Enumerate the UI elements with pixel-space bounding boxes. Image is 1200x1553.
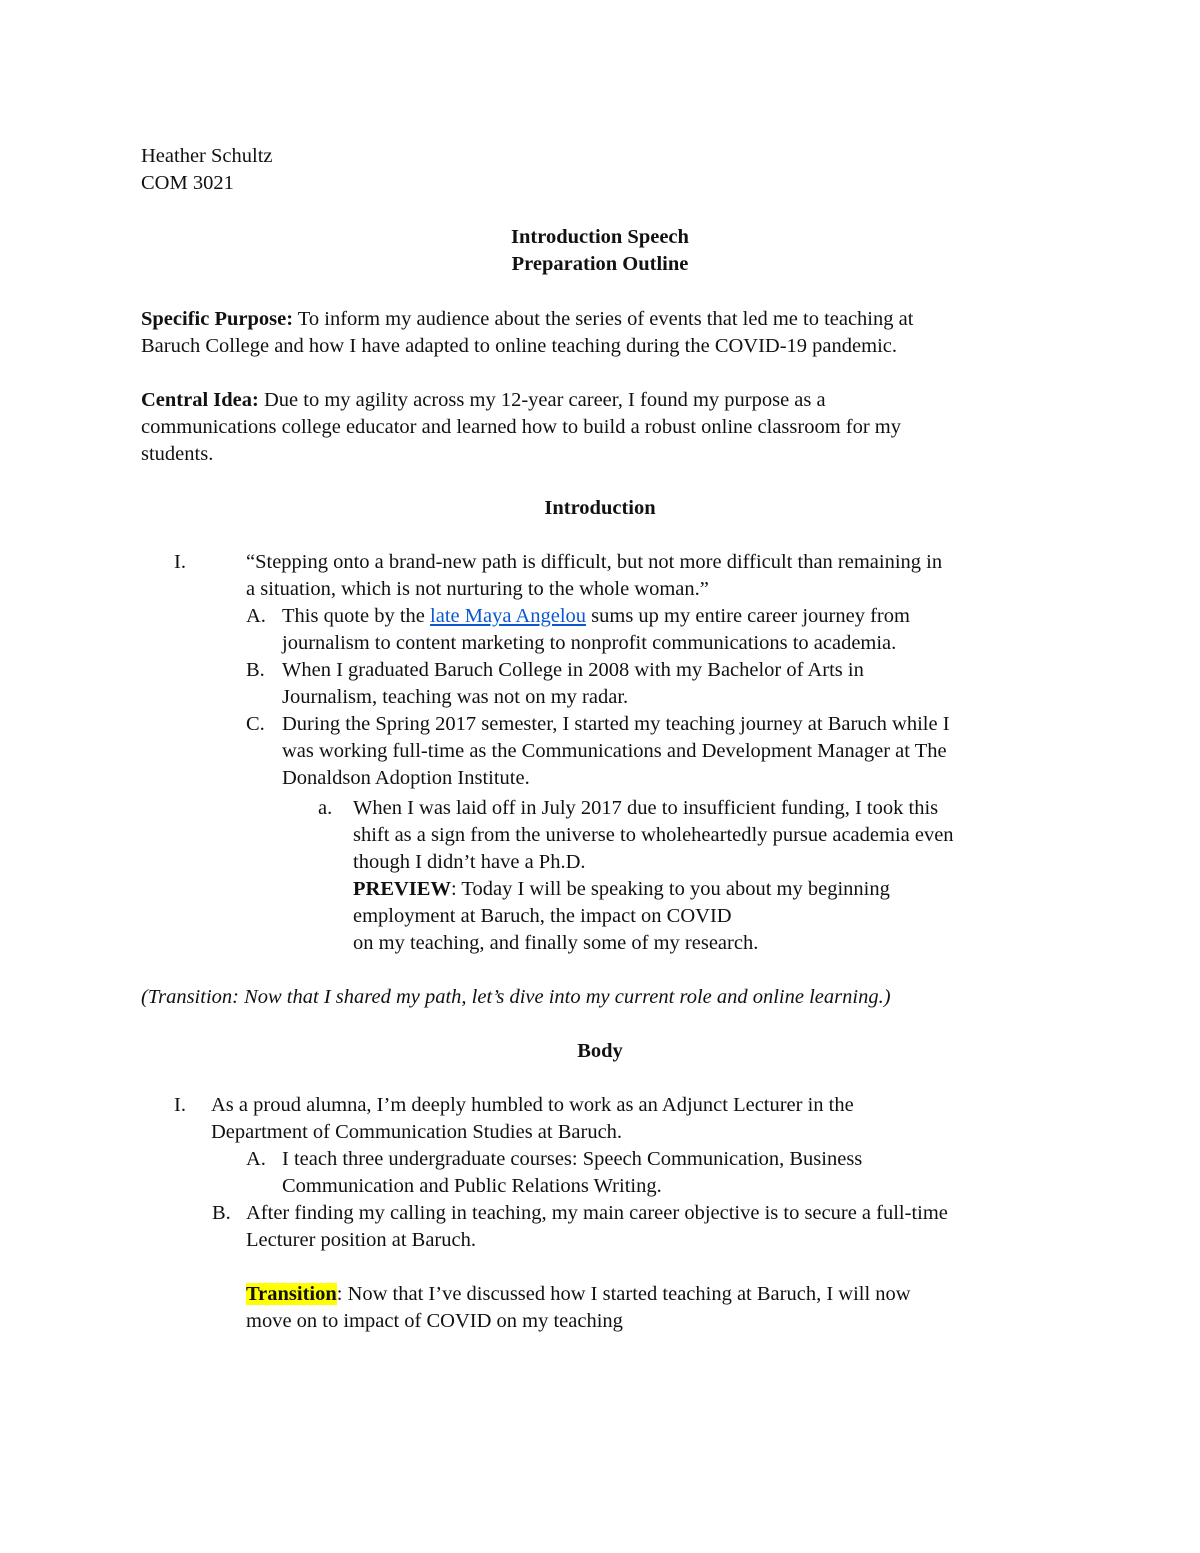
outline-marker: C. bbox=[246, 713, 265, 735]
intro-point-c-line: Donaldson Adoption Institute. bbox=[282, 767, 530, 789]
body-point-a-line: Communication and Public Relations Writing. bbox=[282, 1175, 662, 1197]
outline-marker: B. bbox=[246, 659, 265, 681]
specific-purpose-label: Specific Purpose: bbox=[141, 308, 294, 330]
central-idea bbox=[141, 387, 826, 414]
outline-marker: A. bbox=[246, 605, 266, 627]
introduction-heading: Introduction bbox=[544, 497, 656, 519]
outline-marker: I. bbox=[174, 1094, 186, 1116]
intro-point-a-text: This quote by the bbox=[282, 605, 431, 627]
document-subtitle: Preparation Outline bbox=[511, 253, 689, 275]
body-point-1: As a proud alumna, I’m deeply humbled to work as an Adjunct Lecturer in the bbox=[211, 1094, 854, 1116]
course-code: COM 3021 bbox=[141, 172, 234, 194]
author-name: Heather Schultz bbox=[141, 145, 273, 167]
preview-line: on my teaching, and finally some of my research. bbox=[353, 932, 759, 954]
body-transition-line: move on to impact of COVID on my teaching bbox=[246, 1310, 623, 1332]
central-idea-text: Due to my agility across my 12-year career, I found my purpose as a bbox=[258, 389, 826, 411]
preview-label: PREVIEW bbox=[353, 878, 451, 900]
intro-subpoint-a-line: shift as a sign from the universe to wholeheartedly pursue academia even bbox=[353, 824, 954, 846]
document-title: Introduction Speech bbox=[511, 226, 689, 248]
preview-statement bbox=[353, 876, 890, 903]
body-heading: Body bbox=[577, 1040, 623, 1062]
preview-line: employment at Baruch, the impact on COVID bbox=[353, 905, 732, 927]
intro-subpoint-a: When I was laid off in July 2017 due to insufficient funding, I took this bbox=[353, 797, 939, 819]
central-idea-label: Central Idea: bbox=[141, 389, 259, 411]
body-point-b: After finding my calling in teaching, my main career objective is to secure a full-time bbox=[246, 1202, 948, 1224]
specific-purpose-line: Baruch College and how I have adapted to online teaching during the COVID-19 pandemic. bbox=[141, 335, 897, 357]
outline-marker: I. bbox=[174, 551, 186, 573]
maya-angelou-link[interactable]: late Maya Angelou bbox=[430, 605, 587, 627]
intro-point-c: During the Spring 2017 semester, I started my teaching journey at Baruch while I bbox=[282, 713, 950, 735]
intro-point-a-line: journalism to content marketing to nonprofit communications to academia. bbox=[282, 632, 897, 654]
intro-quote-line: a situation, which is not nurturing to the whole woman.” bbox=[246, 578, 709, 600]
body-transition-text: : Now that I’ve discussed how I started teaching at Baruch, I will now bbox=[336, 1283, 911, 1305]
specific-purpose-text: To inform my audience about the series of events that led me to teaching at bbox=[293, 308, 914, 330]
body-point-b-line: Lecturer position at Baruch. bbox=[246, 1229, 476, 1251]
transition-label-highlight: Transition bbox=[246, 1283, 337, 1305]
outline-marker: A. bbox=[246, 1148, 266, 1170]
intro-quote: “Stepping onto a brand-new path is difficult, but not more difficult than remaining in bbox=[246, 551, 943, 573]
body-transition bbox=[246, 1281, 911, 1308]
intro-point-b: When I graduated Baruch College in 2008 with my Bachelor of Arts in bbox=[282, 659, 864, 681]
central-idea-line: communications college educator and learned how to build a robust online classroom for my bbox=[141, 416, 902, 438]
specific-purpose bbox=[141, 306, 913, 333]
outline-marker: a. bbox=[318, 797, 333, 819]
central-idea-line: students. bbox=[141, 443, 214, 465]
intro-point-a-text: sums up my entire career journey from bbox=[586, 605, 910, 627]
outline-marker: B. bbox=[212, 1202, 231, 1224]
intro-point-a bbox=[282, 603, 910, 630]
preview-text: : Today I will be speaking to you about my beginning bbox=[450, 878, 890, 900]
intro-point-b-line: Journalism, teaching was not on my radar. bbox=[282, 686, 629, 708]
intro-point-c-line: was working full-time as the Communications and Development Manager at The bbox=[282, 740, 947, 762]
intro-subpoint-a-line: though I didn’t have a Ph.D. bbox=[353, 851, 586, 873]
transition-statement: (Transition: Now that I shared my path, let’s dive into my current role and online learning.) bbox=[141, 986, 891, 1008]
body-point-a: I teach three undergraduate courses: Speech Communication, Business bbox=[282, 1148, 863, 1170]
body-point-1-line: Department of Communication Studies at Baruch. bbox=[211, 1121, 623, 1143]
